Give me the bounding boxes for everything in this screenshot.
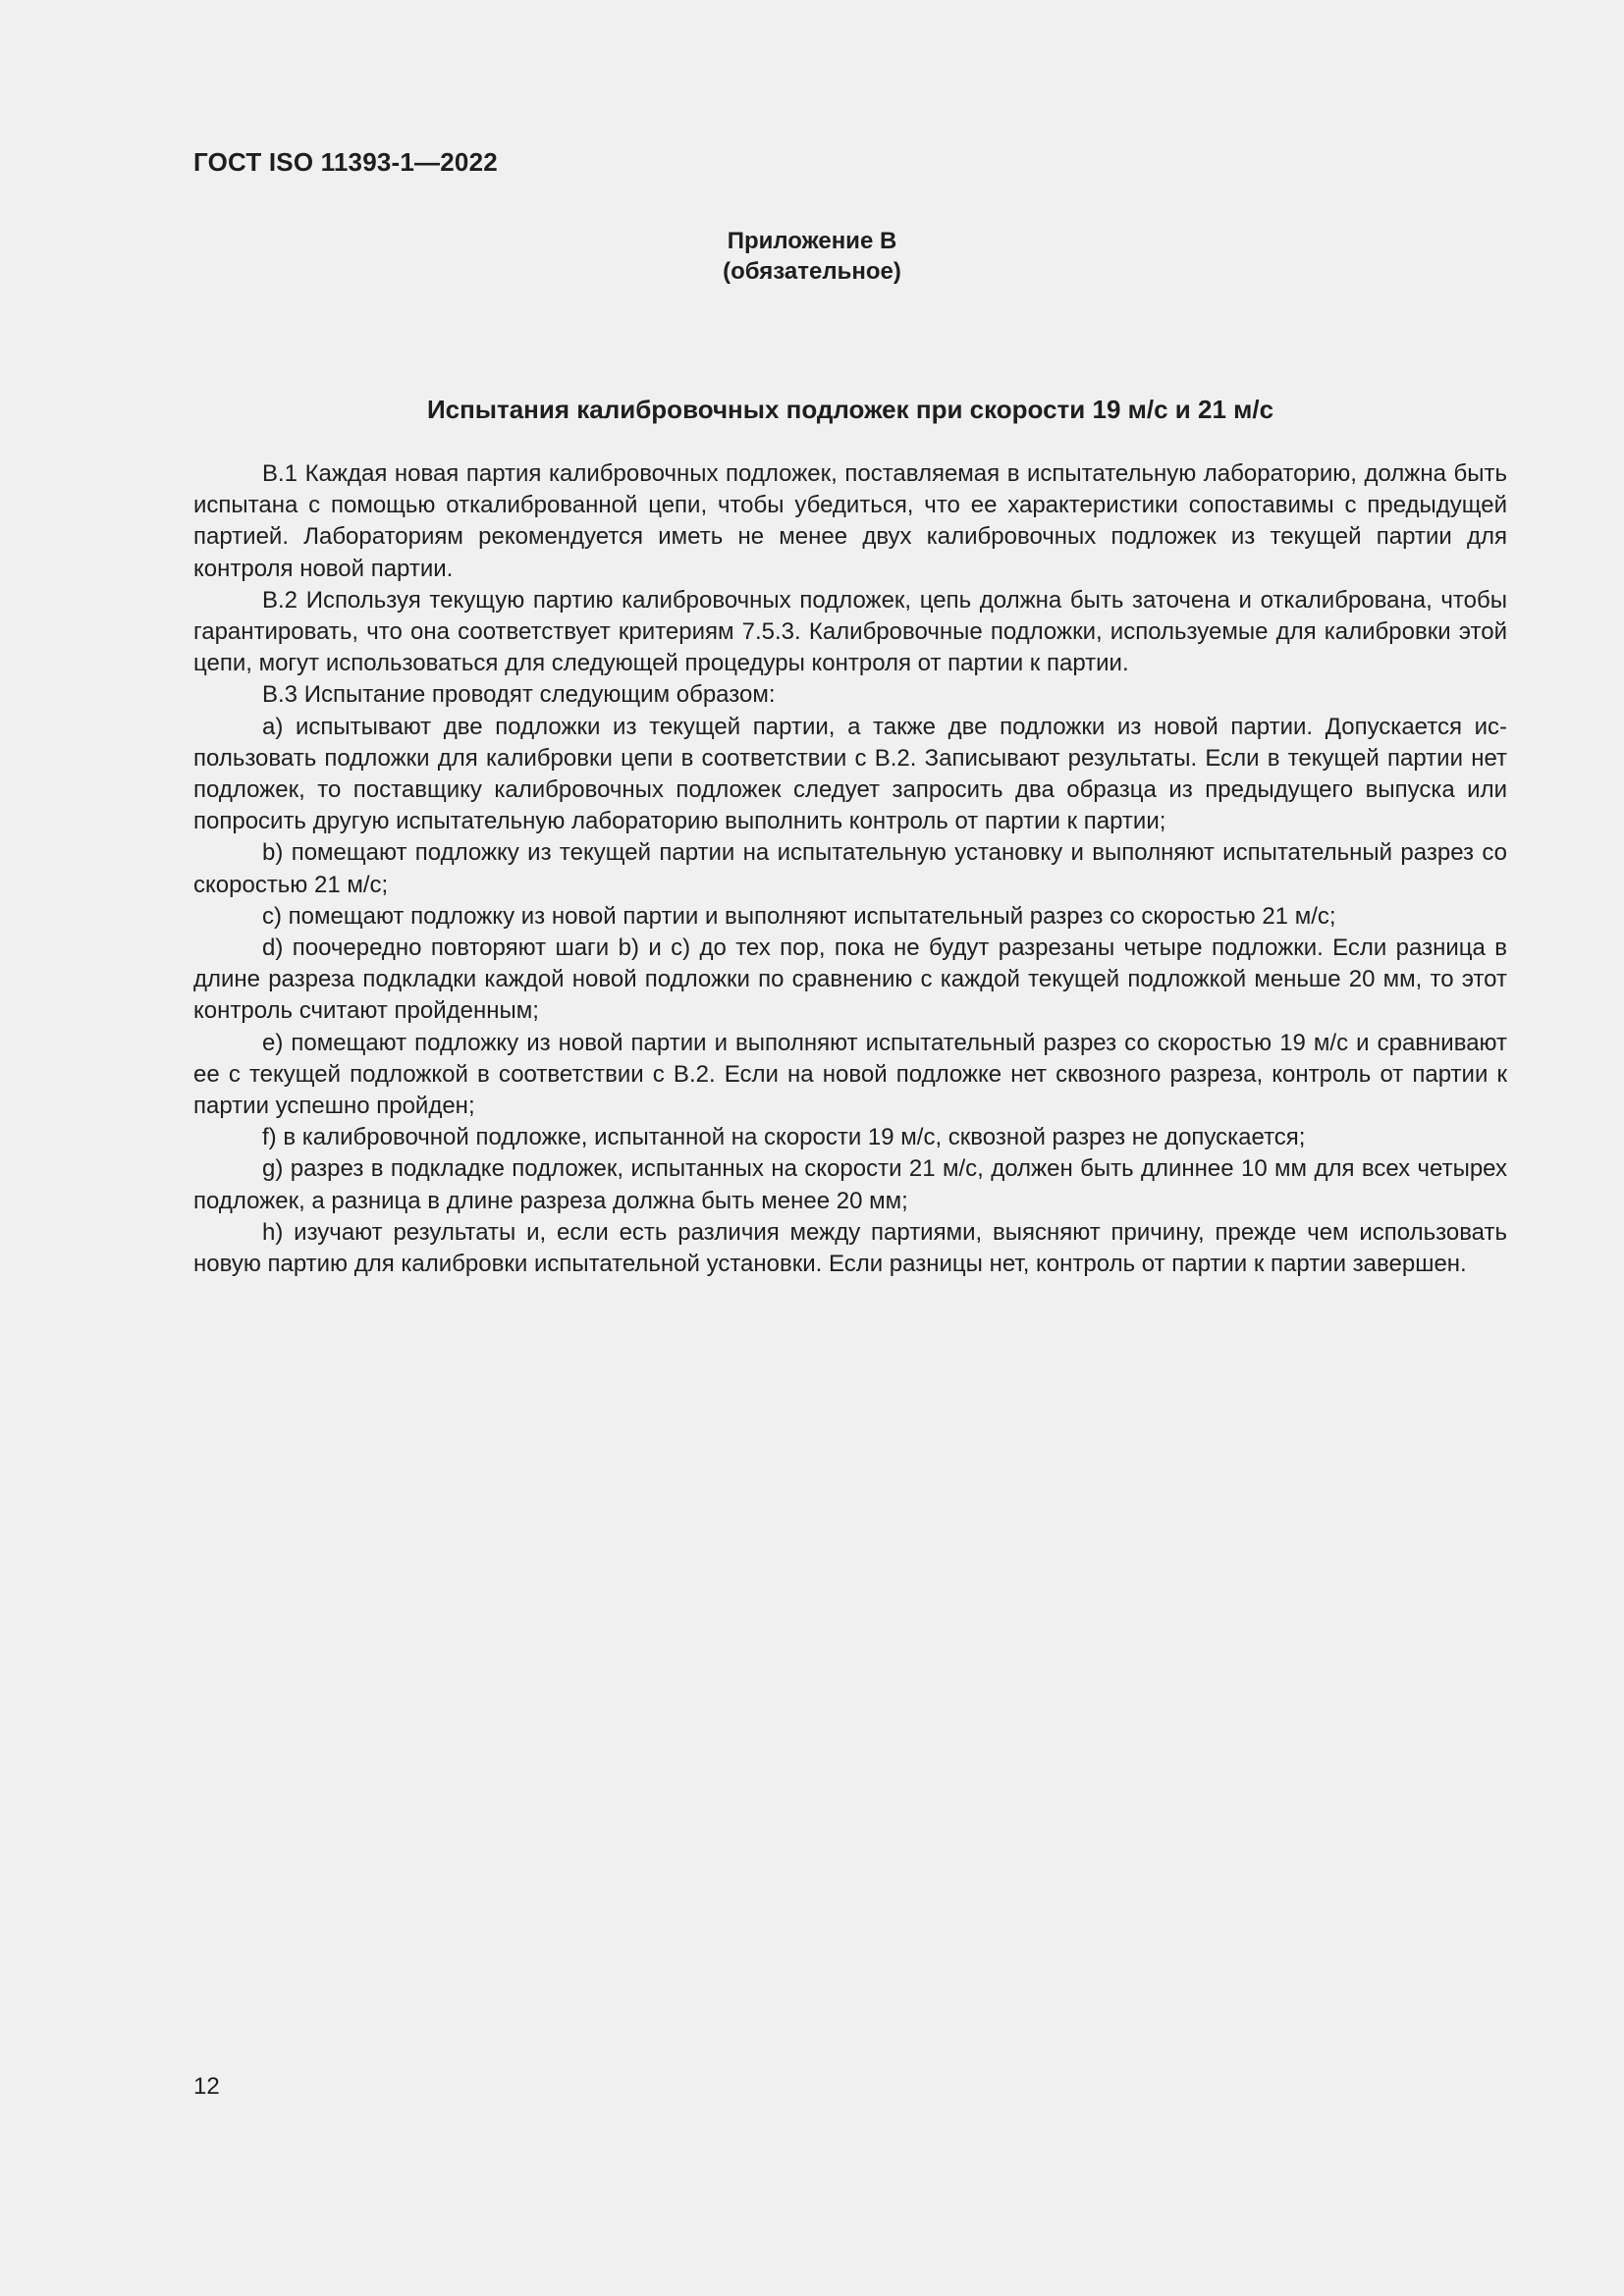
annex-title: Испытания калибровочных подложек при скорости 19 м/с и 21 м/с [426,395,1274,424]
list-item-h: h) изучают результаты и, если есть различия между партиями, выясняют причину, прежде чем использовать новую партию для калибровки испытательной установки. Если разницы нет, контроль от партии к партии завершен. [193,1218,1507,1278]
list-item-c: c) помещают подложку из новой партии и выполняют испытательный разрез со скоростью 21 м/с; [262,902,1336,930]
document-code-header: ГОСТ ISO 11393-1—2022 [193,147,498,177]
list-item-e: e) помещают подложку из новой партии и выполняют испытательный разрез со скоростью 19 м/с и сравнивают ее с текущей подложкой в соответствии с В.2. Если на новой подложке нет сквозного разреза, контроль от партии к партии успешно пройден; [193,1029,1507,1120]
list-item-f: f) в калибровочной подложке, испытанной на скорости 19 м/с, сквозной разрез не допускается; [262,1124,1306,1151]
annex-body [193,458,1507,1280]
paragraph-b2: В.2 Используя текущую партию калибровочных подложек, цепь должна быть заточена и откалибрована, чтобы гарантировать, что она соответствует критериям 7.5.3. Калибровочные подложки, используемые для калибровки этой цепи, могут использоваться для следующей процедуры контроля от партии к партии. [193,586,1507,677]
paragraph-b3: В.3 Испытание проводят следующим образом: [262,681,776,709]
annex-heading [0,226,1624,287]
list-item-a: a) испытывают две подложки из текущей партии, а также две подложки из новой партии. Допускается использовать подложки для калибровки цепи в соответствии с В.2. Записывают результаты. Если в текущей партии нет подложек, то поставщику калибровочных подложек следует запросить два образца из предыдущего выпуска или попросить другую испытательную лабораторию выполнить контроль от партии к партии; [193,713,1507,835]
paragraph-b1: В.1 Каждая новая партия калибровочных подложек, поставляемая в испытательную лабораторию, должна быть испытана с помощью откалиброванной цепи, чтобы убедиться, что ее характеристики сопоставимы с предыдущей партией. Лабораториям рекомендуется иметь не менее двух калибровочных подложек из текущей партии для контроля новой партии. [193,460,1507,582]
list-item-g: g) разрез в подкладке подложек, испытанных на скорости 21 м/с, должен быть длиннее 10 мм для всех четырех подложек, а разница в длине разреза должна быть менее 20 мм; [193,1155,1507,1214]
list-item-d: d) поочередно повторяют шаги b) и c) до тех пор, пока не будут разрезаны четыре подложки. Если разница в длине разреза подкладки каждой новой подложки по сравнению с каждой текущей подложкой меньше 20 мм, то этот контроль считают пройденным; [193,934,1507,1025]
page-number: 12 [193,2073,220,2100]
annex-label: Приложение В [727,228,897,254]
annex-status: (обязательное) [723,258,901,285]
list-item-b: b) помещают подложку из текущей партии на испытательную установку и выполняют испытательный разрез со скоростью 21 м/с; [193,839,1507,898]
